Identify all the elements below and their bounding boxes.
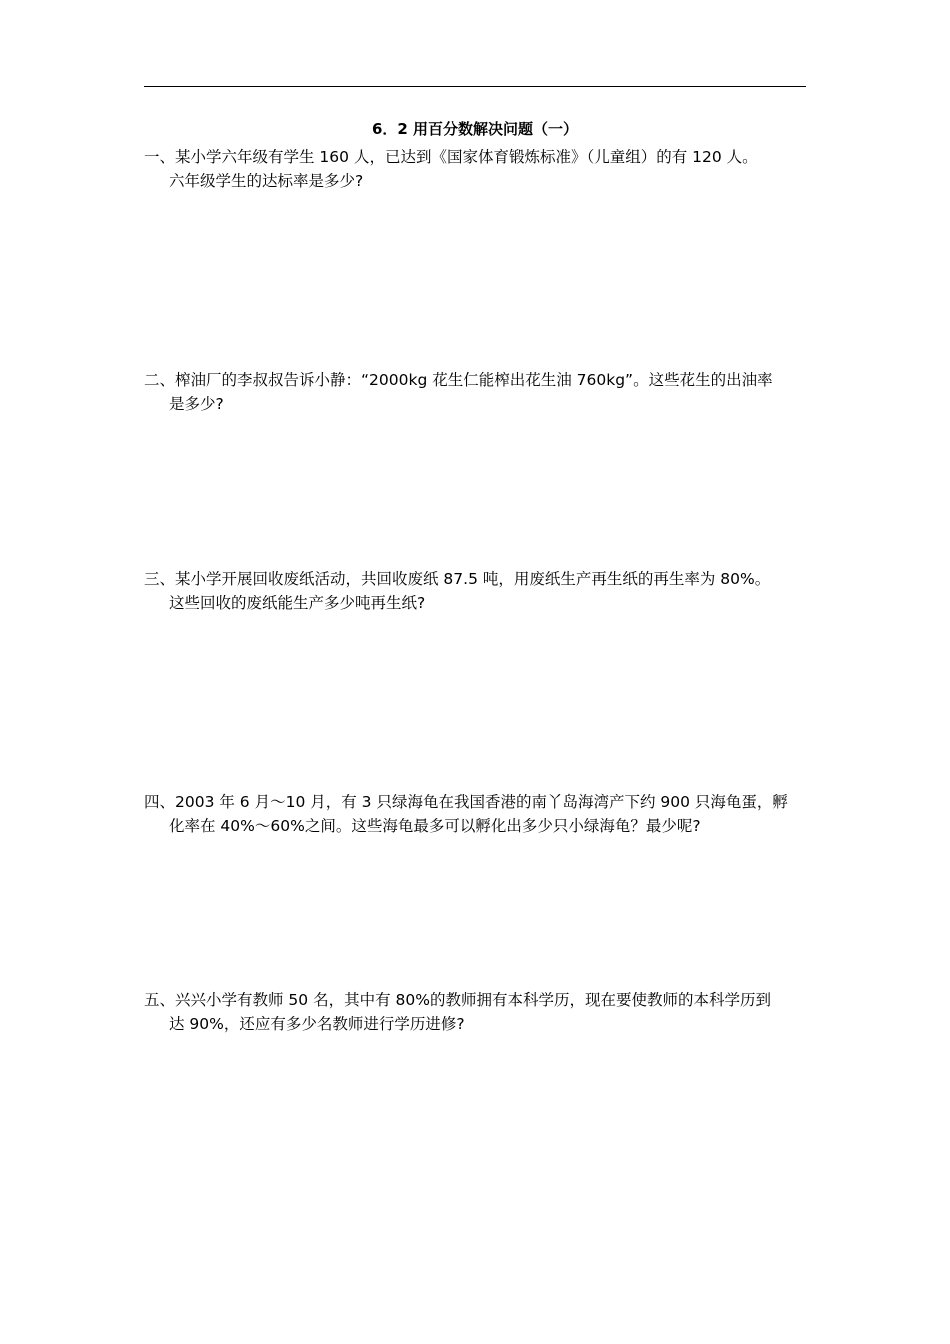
question-2-line-1: 二、榨油厂的李叔叔告诉小静：“2000kg 花生仁能榨出花生油 760kg”。这些花生的出油率 (144, 371, 773, 389)
page-title: 6．2 用百分数解决问题（一） (371, 120, 579, 138)
header-rule (144, 86, 806, 87)
question-1-line-1: 一、某小学六年级有学生 160 人，已达到《国家体育锻炼标准》（儿童组）的有 120 人。 (144, 148, 758, 166)
question-3-line-2: 这些回收的废纸能生产多少吨再生纸? (169, 594, 426, 612)
question-3-line-1: 三、某小学开展回收废纸活动，共回收废纸 87.5 吨，用废纸生产再生纸的再生率为 80%。 (144, 570, 771, 588)
question-1 (144, 145, 806, 193)
question-3 (144, 567, 806, 615)
question-2-line-2: 是多少? (169, 395, 224, 413)
question-5 (144, 988, 806, 1036)
question-1-line-2: 六年级学生的达标率是多少? (169, 172, 364, 190)
question-4 (144, 790, 806, 838)
question-5-line-1: 五、兴兴小学有教师 50 名，其中有 80%的教师拥有本科学历，现在要使教师的本科学历到 (144, 991, 771, 1009)
question-4-line-2: 化率在 40%～60%之间。这些海龟最多可以孵化出多少只小绿海龟？最少呢? (169, 817, 701, 835)
question-4-line-1: 四、2003 年 6 月～10 月，有 3 只绿海龟在我国香港的南丫岛海湾产下约 900 只海龟蛋，孵 (144, 793, 788, 811)
question-2 (144, 368, 806, 416)
question-5-line-2: 达 90%，还应有多少名教师进行学历进修? (169, 1015, 465, 1033)
